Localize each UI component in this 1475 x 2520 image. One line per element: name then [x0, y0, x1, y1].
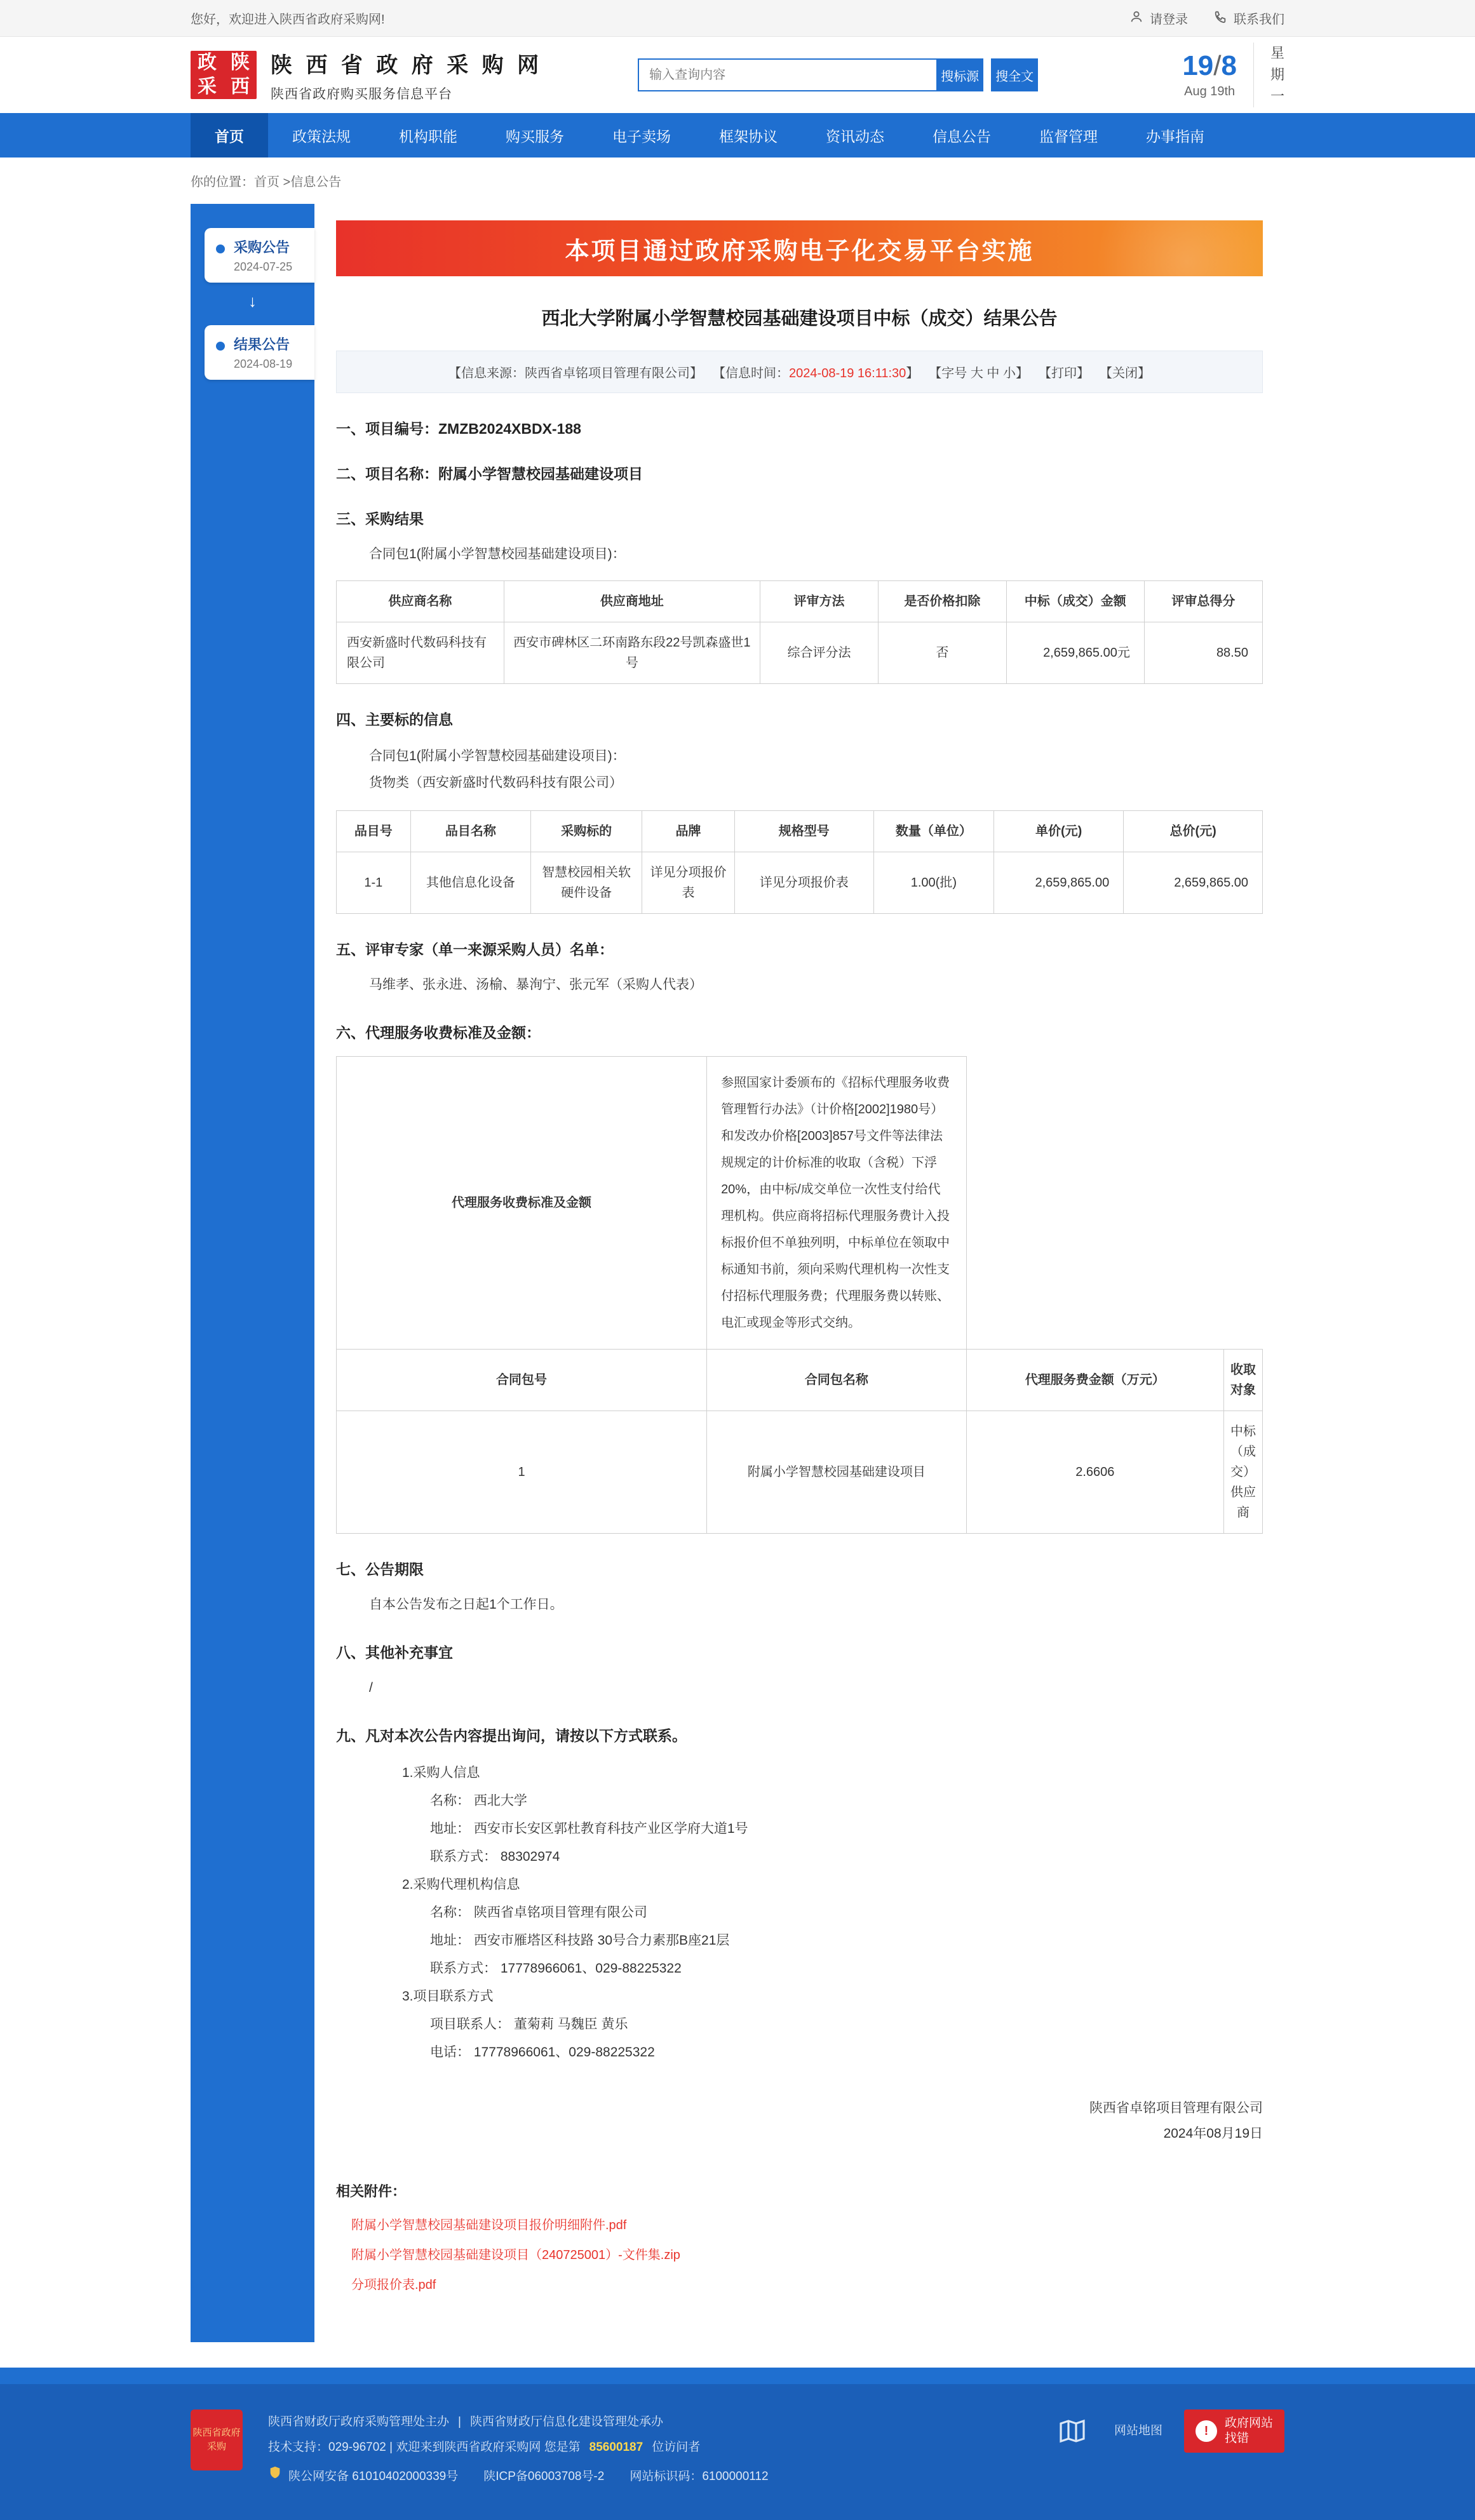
project-contact-person: 项目联系人： 董菊莉 马魏臣 黄乐	[430, 2017, 628, 2032]
meta-close[interactable]: 【关闭】	[1099, 366, 1150, 380]
footer-text-block	[268, 2409, 1027, 2490]
sidebar-item-result-notice[interactable]	[205, 325, 314, 380]
col-award-amount: 中标（成交）金额	[1006, 581, 1144, 622]
site-logo[interactable]	[191, 51, 257, 99]
cell-supplier-address: 西安市碑林区二环南路东段22号凯森盛世1号	[504, 622, 760, 684]
section-notice-period	[336, 1558, 1263, 1617]
footer-divider	[0, 2368, 1475, 2384]
table-row	[337, 1411, 1263, 1534]
category-label: 货物类（西安新盛时代数码科技有限公司）	[369, 775, 623, 790]
breadcrumb: 你的位置：首页 >信息公告	[0, 158, 1475, 204]
agency-heading: 2.采购代理机构信息	[402, 1877, 520, 1892]
bullet-icon	[216, 245, 225, 253]
footer-line-1	[268, 2409, 1027, 2435]
nav-item-guide[interactable]: 办事指南	[1146, 128, 1204, 145]
section-result	[336, 507, 1263, 684]
signature-org: 陕西省卓铭项目管理有限公司	[1089, 2101, 1263, 2115]
section-other	[336, 1641, 1263, 1700]
meta-time-end: 】	[906, 366, 919, 380]
contact-link[interactable]	[1213, 9, 1284, 27]
col-fee-amount: 代理服务费金额（万元）	[966, 1350, 1223, 1411]
section-project-name	[336, 462, 1263, 483]
col-item-name: 品目名称	[410, 811, 531, 852]
document-meta	[336, 351, 1263, 393]
site-subtitle: 陕西省政府购买服务信息平台	[271, 86, 452, 102]
col-supplier-address: 供应商地址	[504, 581, 760, 622]
signature-date: 2024年08月19日	[1163, 2126, 1263, 2141]
purchaser-name: 名称： 西北大学	[430, 1793, 527, 1808]
site-title-block	[271, 48, 542, 103]
sidebar-item-procurement-notice[interactable]	[205, 228, 314, 283]
footer-sep: |	[458, 2415, 461, 2429]
welcome-text: 您好，欢迎进入陕西省政府采购网!	[191, 13, 385, 27]
col-review-method: 评审方法	[760, 581, 878, 622]
attachment-link[interactable]: 分项报价表.pdf	[351, 2278, 436, 2292]
weekday-line1: 星	[1270, 45, 1284, 61]
footer-host: 陕西省财政厅政府采购管理处主办	[268, 2415, 450, 2429]
footer-line-2	[268, 2435, 1027, 2460]
footer-beian-row	[268, 2464, 1027, 2490]
section-heading: 九、凡对本次公告内容提出询问，请按以下方式联系。	[336, 1727, 687, 1744]
gov-site-report-button[interactable]	[1184, 2409, 1284, 2453]
sidebar-item-date: 2024-08-19	[234, 358, 293, 370]
col-supplier-name: 供应商名称	[337, 581, 504, 622]
col-procurement-object: 采购标的	[531, 811, 642, 852]
agency-tel: 联系方式： 17778966061、029-88225322	[430, 1961, 682, 1976]
sidebar-item-title: 结果公告	[234, 337, 290, 352]
cell-price-deduction: 否	[879, 622, 1007, 684]
col-item-no: 品目号	[337, 811, 411, 852]
police-beian-label: 陕公网安备 61010402000339号	[288, 2470, 459, 2483]
table-header-row	[337, 1350, 1263, 1411]
promo-banner: 本项目通过政府采购电子化交易平台实施	[336, 220, 1263, 276]
cell-item-no: 1-1	[337, 852, 411, 914]
arrow-down-icon: ↓	[248, 292, 257, 311]
date-sub: Aug 19th	[1184, 84, 1236, 98]
search-fulltext-button[interactable]: 搜全文	[991, 58, 1038, 91]
section-heading: 二、项目名称：附属小学智慧校园基础建设项目	[336, 466, 643, 482]
site-footer	[0, 2384, 1475, 2520]
section-contacts	[336, 1724, 1263, 2067]
logo-char-4: 西	[231, 76, 250, 98]
nav-item-purchase-service[interactable]: 购买服务	[506, 128, 564, 145]
col-price-deduction: 是否价格扣除	[879, 581, 1007, 622]
package-and-category	[369, 743, 1263, 796]
cell-total-score: 88.50	[1144, 622, 1262, 684]
cell-fee-amount: 2.6606	[966, 1411, 1223, 1534]
cell-review-method: 综合评分法	[760, 622, 878, 684]
col-fee-payer: 收取对象	[1224, 1350, 1263, 1411]
project-contact-tel: 电话： 17778966061、029-88225322	[430, 2045, 655, 2060]
cell-supplier-name: 西安新盛时代数码科技有限公司	[337, 622, 504, 684]
weekday-label	[1253, 43, 1284, 107]
other-text: /	[369, 1680, 373, 1695]
col-brand: 品牌	[642, 811, 735, 852]
weekday-line3: 一	[1270, 88, 1284, 104]
project-contact-heading: 3.项目联系方式	[402, 1989, 494, 2004]
map-icon[interactable]	[1052, 2413, 1093, 2449]
page-title: 西北大学附属小学智慧校园基础建设项目中标（成交）结果公告	[541, 309, 1058, 329]
experts-list: 马维孝、张永进、汤榆、暴洵宁、张元军（采购人代表）	[369, 977, 703, 992]
attachments-list	[351, 2215, 1263, 2293]
gov-btn-line2: 找错	[1224, 2432, 1249, 2445]
agency-address: 地址： 西安市雁塔区科技路 30号合力素那B座21层	[430, 1933, 730, 1948]
fee-standard-desc: 参照国家计委颁布的《招标代理服务收费管理暂行办法》（计价格[2002]1980号）和发改办价格[2003]857号文件等法律法规规定的计价标准的收取（含税）下浮20%，由中标/成交单位一次性支付给代理机构。供应商将招标代理服务费计入投标报价但不单独列明，中标单位在领取中标通知书前，须向采购代理机构一次性支付招标代理服务费；代理服务费以转账、电汇或现金等形式交纳。	[707, 1057, 967, 1350]
login-link[interactable]	[1129, 9, 1188, 27]
section-heading: 四、主要标的信息	[336, 711, 453, 728]
nav-item-functions[interactable]: 机构职能	[399, 128, 457, 145]
visitor-suffix: 位访问者	[652, 2441, 701, 2454]
purchaser-address: 地址： 西安市长安区郭杜教育科技产业区学府大道1号	[430, 1821, 748, 1836]
main-nav	[0, 113, 1475, 158]
logo-char-3: 采	[198, 76, 217, 98]
fee-standard-label: 代理服务收费标准及金额	[337, 1057, 707, 1350]
attachment-link[interactable]: 附属小学智慧校园基础建设项目报价明细附件.pdf	[351, 2218, 627, 2232]
map-label[interactable]: 网站地图	[1114, 2424, 1162, 2437]
cell-procurement-object: 智慧校园相关软硬件设备	[531, 852, 642, 914]
search-input[interactable]	[638, 58, 936, 91]
cell-package-no: 1	[337, 1411, 707, 1534]
fee-table	[336, 1056, 1263, 1534]
phone-icon	[1213, 10, 1227, 27]
site-header	[0, 37, 1475, 113]
logo-char-1: 政	[198, 51, 217, 74]
sidebar-item-title: 采购公告	[234, 239, 290, 255]
content-area	[0, 204, 1475, 2368]
date-month: 8	[1221, 50, 1237, 81]
result-table	[336, 580, 1263, 684]
sidebar	[191, 204, 314, 2342]
purchaser-heading: 1.采购人信息	[402, 1766, 480, 1780]
icp-beian[interactable]: 陕ICP备06003708号-2	[483, 2470, 605, 2483]
date-main	[1182, 51, 1237, 99]
nav-item-supervision[interactable]: 监督管理	[1039, 128, 1098, 145]
nav-item-home[interactable]: 首页	[191, 113, 268, 158]
user-icon	[1129, 10, 1143, 27]
attachments-title: 相关附件：	[336, 2183, 407, 2199]
shield-icon	[268, 2464, 282, 2490]
agency-name: 名称： 陕西省卓铭项目管理有限公司	[430, 1905, 647, 1920]
item-table	[336, 810, 1263, 914]
cell-quantity-unit: 1.00(批)	[873, 852, 994, 914]
section-main-items	[336, 708, 1263, 914]
col-total-score: 评审总得分	[1144, 581, 1262, 622]
footer-operator: 陕西省财政厅信息化建设管理处承办	[469, 2415, 663, 2429]
cell-award-amount: 2,659,865.00元	[1006, 622, 1144, 684]
weekday-line2: 期	[1270, 67, 1284, 83]
date-slash: /	[1213, 50, 1222, 81]
table-row	[337, 1057, 1263, 1350]
magnifier-icon: !	[1195, 2420, 1217, 2442]
col-package-name: 合同包名称	[707, 1350, 967, 1411]
cell-spec-model: 详见分项报价表	[734, 852, 873, 914]
sidebar-item-date: 2024-07-25	[234, 260, 293, 273]
document-body	[314, 204, 1284, 2342]
section-experts	[336, 938, 1263, 997]
section-heading: 六、代理服务收费标准及金额：	[336, 1024, 541, 1041]
package-label: 合同包1(附属小学智慧校园基础建设项目)：	[369, 749, 626, 763]
meta-fontsize[interactable]: 【字号 大 中 小】	[929, 366, 1028, 380]
nav-item-announcements[interactable]: 信息公告	[933, 128, 991, 145]
site-title: 陕 西 省 政 府 采 购 网	[271, 53, 543, 77]
section-project-number	[336, 417, 1263, 438]
date-day: 19	[1182, 50, 1214, 81]
login-label: 请登录	[1150, 13, 1188, 27]
nav-item-emarket[interactable]: 电子卖场	[612, 128, 671, 145]
cell-brand: 详见分项报价表	[642, 852, 735, 914]
meta-print[interactable]: 【打印】	[1038, 366, 1089, 380]
cell-fee-payer: 中标（成交）供应商	[1224, 1411, 1263, 1534]
package-label: 合同包1(附属小学智慧校园基础建设项目)：	[369, 547, 626, 561]
table-header-row	[337, 811, 1263, 852]
cell-item-name: 其他信息化设备	[410, 852, 531, 914]
date-widget	[1182, 43, 1284, 107]
cell-package-name: 附属小学智慧校园基础建设项目	[707, 1411, 967, 1534]
nav-item-framework[interactable]: 框架协议	[719, 128, 778, 145]
contact-label: 联系我们	[1234, 13, 1284, 27]
nav-item-policy[interactable]: 政策法规	[292, 128, 351, 145]
section-heading: 一、项目编号：ZMZB2024XBDX-188	[336, 420, 581, 437]
top-links	[1129, 9, 1284, 27]
col-unit-price: 单价(元)	[994, 811, 1124, 852]
police-beian[interactable]	[268, 2464, 458, 2490]
meta-time: 2024-08-19 16:11:30	[789, 366, 906, 380]
visitor-count: 85600187	[589, 2441, 643, 2454]
col-quantity-unit: 数量（单位）	[873, 811, 994, 852]
purchaser-tel: 联系方式： 88302974	[430, 1849, 560, 1864]
meta-source: 【信息来源：陕西省卓铭项目管理有限公司】	[448, 366, 703, 380]
logo-char-2: 陕	[231, 51, 250, 74]
notice-period-text: 自本公告发布之日起1个工作日。	[369, 1597, 563, 1612]
site-code: 网站标识码：6100000112	[630, 2470, 769, 2483]
search-area	[638, 58, 1038, 91]
search-source-button[interactable]: 搜标源	[936, 58, 983, 91]
section-heading: 七、公告期限	[336, 1561, 424, 1578]
nav-item-news[interactable]: 资讯动态	[826, 128, 884, 145]
attachment-link[interactable]: 附属小学智慧校园基础建设项目（240725001）-文件集.zip	[351, 2248, 680, 2262]
footer-support: 技术支持：029-96702 | 欢迎来到陕西省政府采购网 您是第	[268, 2441, 581, 2454]
police-badge-icon: 陕西省政府采购	[191, 2409, 243, 2470]
footer-right-block	[1052, 2409, 1284, 2453]
col-package-no: 合同包号	[337, 1350, 707, 1411]
cell-unit-price: 2,659,865.00	[994, 852, 1124, 914]
meta-time-label: 【信息时间：	[713, 366, 790, 380]
section-heading: 三、采购结果	[336, 511, 424, 527]
table-row	[337, 622, 1263, 684]
table-row	[337, 852, 1263, 914]
col-total-price: 总价(元)	[1124, 811, 1263, 852]
gov-btn-line1: 政府网站	[1224, 2416, 1273, 2430]
bullet-icon	[216, 342, 225, 351]
col-spec-model: 规格型号	[734, 811, 873, 852]
signature-block	[336, 2096, 1263, 2147]
section-heading: 八、其他补充事宜	[336, 1644, 453, 1661]
contacts-block	[369, 1759, 1263, 2067]
cell-total-price: 2,659,865.00	[1124, 852, 1263, 914]
section-heading: 五、评审专家（单一来源采购人员）名单：	[336, 941, 614, 958]
top-utility-bar	[0, 0, 1475, 37]
section-agency-fee	[336, 1021, 1263, 1534]
table-header-row	[337, 581, 1263, 622]
